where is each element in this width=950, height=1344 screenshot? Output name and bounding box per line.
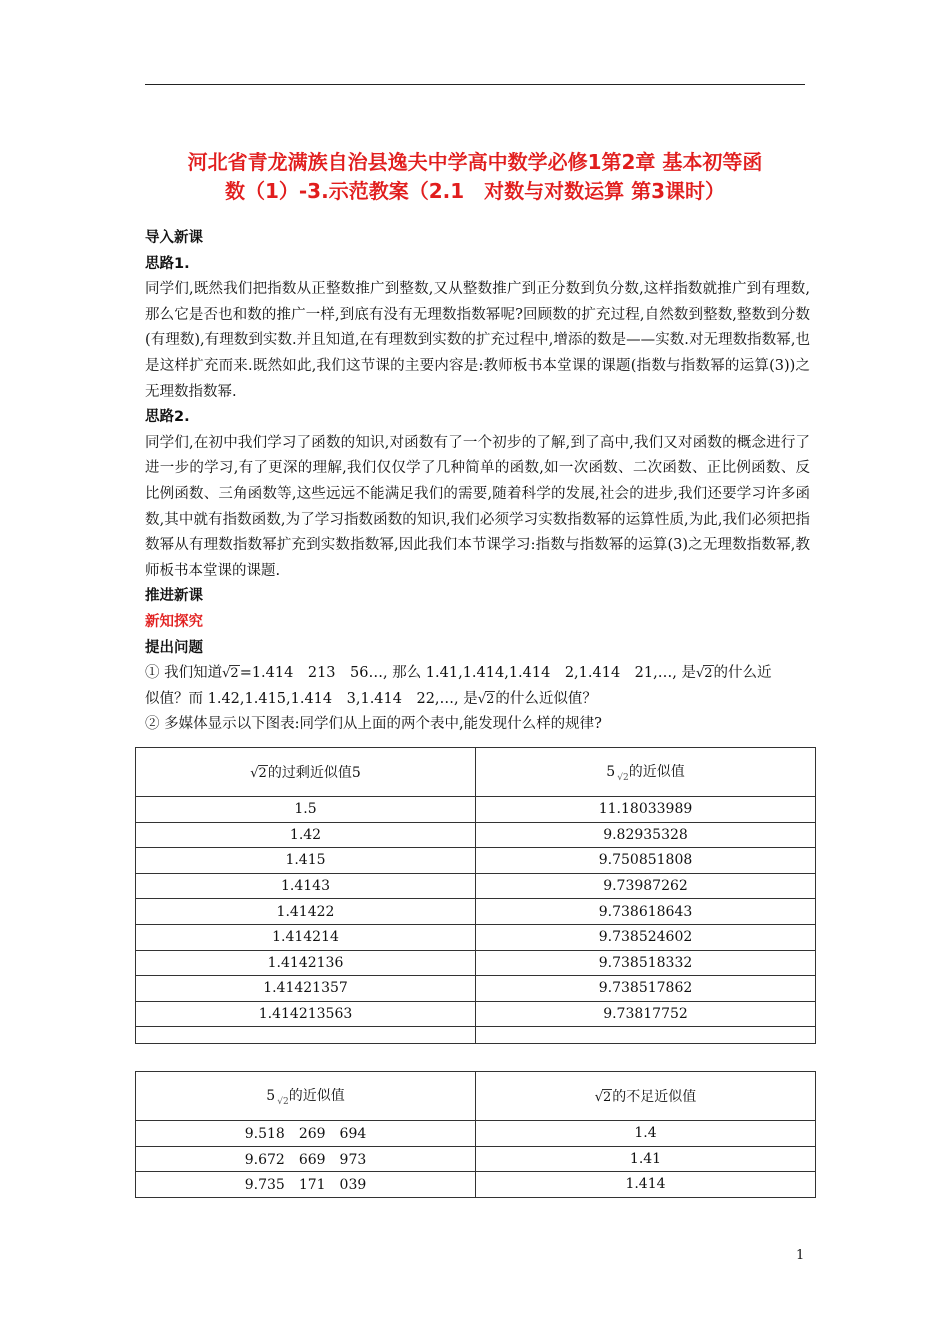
question-2: ② 多媒体显示以下图表:同学们从上面的两个表中,能发现什么样的规律? bbox=[145, 716, 602, 733]
table1-header-left: √2的过剩近似值5 bbox=[136, 748, 476, 797]
table-excess-approximations bbox=[135, 747, 816, 1044]
page-number: 1 bbox=[796, 1248, 805, 1263]
idea2-label: 思路2. bbox=[145, 409, 190, 426]
idea1-paragraph: 同学们,既然我们把指数从正整数推广到整数,又从整数推广到正分数到负分数,这样指数就推广到有理数,那么它是否也和数的推广一样,到底有没有无理数指数幂呢?回顾数的扩充过程,自然数到整数,整数到分数(有理数),有理数到实数.并且知道,在有理数到实数的扩充过程中,增添的数是——实数.对无理数指数幂,也是这样扩充而来.既然如此,我们这节课的主要内容是:教师板书本堂课的课题(指数与指数幂的运算(3))之无理数指数幂. bbox=[145, 281, 810, 400]
table-row: 1.4142136 9.738518332 bbox=[136, 950, 816, 976]
header-rule bbox=[145, 84, 805, 85]
table-row: 9.518 269 694 1.4 bbox=[136, 1121, 816, 1147]
table-row: 1.5 11.18033989 bbox=[136, 797, 816, 823]
title-line-1: 河北省青龙满族自治县逸夫中学高中数学必修1第2章 基本初等函 bbox=[187, 150, 763, 174]
heading-advance: 推进新课 bbox=[145, 588, 203, 605]
table1-header-right: 5 $_{√2}$的近似值 bbox=[476, 748, 816, 797]
table-deficit-approximations bbox=[135, 1071, 816, 1198]
heading-intro: 导入新课 bbox=[145, 230, 203, 246]
document-title bbox=[140, 148, 810, 206]
sqrt2-symbol: √2 bbox=[250, 766, 267, 781]
sqrt2-symbol: √2 bbox=[477, 691, 495, 707]
table-row: 1.41421357 9.738517862 bbox=[136, 976, 816, 1002]
sqrt2-symbol: √2 bbox=[222, 666, 239, 682]
heading-new-knowledge: 新知探究 bbox=[145, 613, 203, 630]
idea1-label: 思路1. bbox=[145, 255, 190, 272]
title-line-2: 数（1）-3.示范教案（2.1 对数与对数运算 第3课时） bbox=[224, 179, 726, 203]
table2-header-right: √2的不足近似值 bbox=[476, 1072, 816, 1121]
document-body bbox=[145, 226, 810, 738]
sqrt2-symbol: √2 bbox=[594, 1090, 612, 1105]
idea2-paragraph: 同学们,在初中我们学习了函数的知识,对函数有了一个初步的了解,到了高中,我们又对函数的概念进行了进一步的学习,有了更深的理解,我们仅仅学了几种简单的函数,如一次函数、二次函数、正比例函数、反比例函数、三角函数等,这些远远不能满足我们的需要,随着科学的发展,社会的进步,我们还要学习许多函数,其中就有指数函数,为了学习指数函数的知识,我们必须学习实数指数幂的运算性质,为此,我们必须把指数幂从有理数指数幂扩充到实数指数幂,因此我们本节课学习:指数与指数幂的运算(3)之无理数指数幂,教师板书本堂课的课题. bbox=[145, 434, 810, 579]
table-row: 1.42 9.82935328 bbox=[136, 822, 816, 848]
table-row: 1.415 9.750851808 bbox=[136, 848, 816, 874]
table-row: 9.672 669 973 1.41 bbox=[136, 1146, 816, 1172]
heading-question: 提出问题 bbox=[145, 639, 203, 656]
sqrt2-symbol: √2 bbox=[695, 666, 713, 682]
table-row: 1.414213563 9.73817752 bbox=[136, 1001, 816, 1027]
table-row: 1.4143 9.73987262 bbox=[136, 873, 816, 899]
table-row: 9.735 171 039 1.414 bbox=[136, 1172, 816, 1198]
question-1: ① 我们知道√2=1.414 213 56…, 那么 1.41,1.414,1.414 2,1.414 21,…, 是√2的什么近 似值？而 1.42,1.415,1.414 3,1.414 22,…, 是√2的什么近似值？ bbox=[145, 661, 810, 712]
table-row bbox=[136, 1027, 816, 1044]
table-row: 1.41422 9.738618643 bbox=[136, 899, 816, 925]
table2-header-left: 5 $_{√2}$的近似值 bbox=[136, 1072, 476, 1121]
table-row: 1.414214 9.738524602 bbox=[136, 924, 816, 950]
